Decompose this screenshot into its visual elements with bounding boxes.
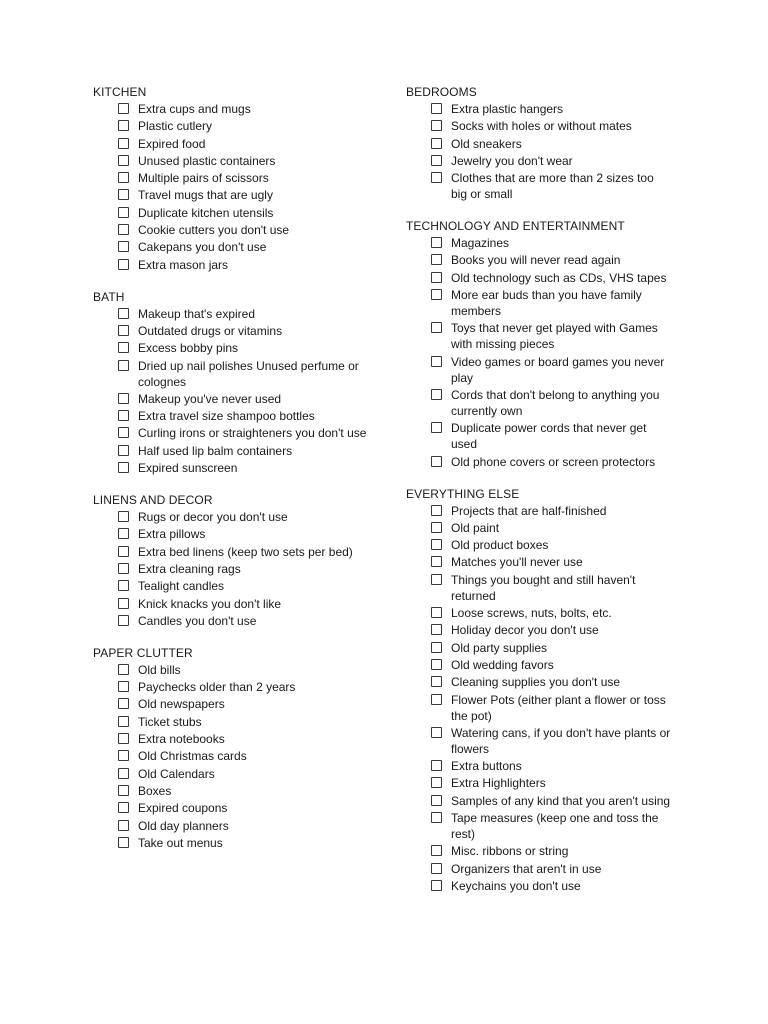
- checkbox[interactable]: [431, 727, 442, 738]
- checklist-item: [406, 154, 706, 169]
- checklist-item: [406, 171, 706, 202]
- checklist-item: [93, 836, 393, 851]
- checkbox[interactable]: [431, 607, 442, 618]
- checkbox[interactable]: [118, 768, 129, 779]
- checklist-item-label: Loose screws, nuts, bolts, etc.: [451, 606, 612, 621]
- checklist-item-label: Old paint: [451, 520, 500, 535]
- checklist-item: [93, 392, 393, 407]
- checkbox[interactable]: [431, 812, 442, 823]
- checklist-item: [406, 119, 706, 134]
- checklist-item-label: Old wedding favors: [451, 657, 554, 672]
- checklist-item-label: Extra Highlighters: [451, 776, 546, 791]
- checklist-item-label: Extra notebooks: [138, 732, 225, 747]
- checklist-item: [406, 555, 706, 570]
- checklist-item-label: Old technology such as CDs, VHS tapes: [451, 270, 667, 285]
- checkbox[interactable]: [118, 615, 129, 626]
- section-paper-clutter: [93, 646, 393, 851]
- checklist-item-label: Extra buttons: [451, 759, 522, 774]
- checklist-item: [93, 359, 393, 390]
- checklist-item: [406, 759, 706, 774]
- checklist-item-label: Old product boxes: [451, 538, 549, 553]
- checklist-item-label: Rugs or decor you don't use: [138, 510, 288, 525]
- checklist-item: [93, 171, 393, 186]
- checklist-item: [93, 206, 393, 221]
- checkbox[interactable]: [118, 580, 129, 591]
- section-title: TECHNOLOGY AND ENTERTAINMENT: [406, 219, 625, 234]
- checklist-item: [406, 253, 706, 268]
- checklist-item-label: Duplicate kitchen utensils: [138, 205, 274, 220]
- section-title: KITCHEN: [93, 85, 147, 99]
- checklist-item: [406, 811, 706, 842]
- checkbox[interactable]: [431, 863, 442, 874]
- checkbox[interactable]: [431, 659, 442, 670]
- checklist: [406, 102, 706, 202]
- checklist-item: [93, 240, 393, 255]
- checklist-item-label: Paychecks older than 2 years: [138, 680, 296, 695]
- checklist-item: [406, 355, 706, 386]
- checklist-item-label: Cords that don't belong to anything you currently own: [451, 387, 660, 418]
- checkbox[interactable]: [118, 698, 129, 709]
- checkbox[interactable]: [431, 456, 442, 467]
- checklist-item-label: Misc. ribbons or string: [451, 844, 569, 859]
- section-bedrooms: [406, 85, 706, 202]
- checkbox[interactable]: [118, 681, 129, 692]
- checkbox[interactable]: [118, 820, 129, 831]
- checkbox[interactable]: [118, 138, 129, 149]
- checklist-item: [93, 614, 393, 629]
- section-linens-and-decor: [93, 493, 393, 629]
- checkbox[interactable]: [431, 522, 442, 533]
- section-title: BEDROOMS: [406, 85, 477, 99]
- checklist-item-label: Clothes that are more than 2 sizes too big or small: [451, 171, 654, 202]
- checklist-item: [406, 794, 706, 809]
- checklist-item-label: Duplicate power cords that never get used: [451, 421, 647, 452]
- checklist-item-label: Old phone covers or screen protectors: [451, 454, 656, 469]
- checklist-item: [93, 819, 393, 834]
- checklist-item-label: Old Christmas cards: [138, 749, 247, 764]
- checklist-item: [93, 663, 393, 678]
- checklist-item-label: Unused plastic containers: [138, 153, 276, 168]
- section-title: EVERYTHING ELSE: [406, 486, 520, 501]
- section-title: BATH: [93, 289, 125, 304]
- checkbox[interactable]: [118, 241, 129, 252]
- checkbox[interactable]: [118, 546, 129, 557]
- checkbox[interactable]: [431, 120, 442, 131]
- checkbox[interactable]: [118, 393, 129, 404]
- checklist-item: [406, 271, 706, 286]
- checklist-item-label: Watering cans, if you don't have plants or flowers: [451, 725, 671, 756]
- checkbox[interactable]: [118, 103, 129, 114]
- checklist-item-label: Curling irons or straighteners you don't use: [138, 426, 367, 441]
- section-title: PAPER CLUTTER: [93, 645, 193, 660]
- checkbox[interactable]: [431, 642, 442, 653]
- checklist-item: [406, 455, 706, 470]
- checklist-item: [93, 258, 393, 273]
- checklist-item: [93, 579, 393, 594]
- checkbox[interactable]: [118, 716, 129, 727]
- checklist-item: [93, 597, 393, 612]
- checklist-item: [406, 606, 706, 621]
- section-kitchen: [93, 85, 393, 273]
- checklist-item: [93, 409, 393, 424]
- checkbox[interactable]: [431, 574, 442, 585]
- checkbox[interactable]: [118, 342, 129, 353]
- checkbox[interactable]: [431, 237, 442, 248]
- checklist: [406, 236, 706, 469]
- checkbox[interactable]: [118, 750, 129, 761]
- checkbox[interactable]: [118, 511, 129, 522]
- checklist-item: [93, 154, 393, 169]
- checkbox[interactable]: [431, 845, 442, 856]
- checklist-item: [93, 562, 393, 577]
- checkbox[interactable]: [431, 103, 442, 114]
- checklist-item-label: Flower Pots (either plant a flower or toss the pot): [451, 692, 666, 723]
- checklist-item-label: Video games or board games you never play: [451, 354, 665, 385]
- checklist-item-label: Cookie cutters you don't use: [138, 223, 290, 238]
- checkbox[interactable]: [431, 254, 442, 265]
- checkbox[interactable]: [118, 733, 129, 744]
- checklist-item-label: Excess bobby pins: [138, 341, 239, 356]
- checkbox[interactable]: [118, 427, 129, 438]
- checkbox[interactable]: [118, 172, 129, 183]
- checklist-item: [93, 545, 393, 560]
- checklist-item: [406, 388, 706, 419]
- checklist-item-label: Tape measures (keep one and toss the rest): [451, 811, 659, 842]
- checklist-item-label: Extra plastic hangers: [451, 102, 564, 116]
- checklist-item: [406, 844, 706, 859]
- checkbox[interactable]: [118, 785, 129, 796]
- checkbox[interactable]: [431, 138, 442, 149]
- checklist-item-label: Half used lip balm containers: [138, 443, 293, 458]
- checklist-item-label: Magazines: [451, 236, 510, 251]
- checklist-item: [406, 675, 706, 690]
- checkbox[interactable]: [431, 676, 442, 687]
- checklist-item: [93, 102, 393, 117]
- checkbox[interactable]: [118, 598, 129, 609]
- checklist-item-label: Old bills: [138, 662, 181, 677]
- checklist-item-label: Holiday decor you don't use: [451, 623, 599, 638]
- checkbox[interactable]: [118, 802, 129, 813]
- checklist-item-label: Extra cups and mugs: [138, 102, 251, 116]
- checklist: [93, 663, 393, 851]
- checklist: [93, 307, 393, 476]
- checklist-item-label: Socks with holes or without mates: [451, 119, 632, 134]
- section-technology-and-entertainment: [406, 219, 706, 469]
- checkbox[interactable]: [118, 410, 129, 421]
- checklist-item: [406, 288, 706, 319]
- checkbox[interactable]: [118, 360, 129, 371]
- checklist-item-label: Keychains you don't use: [451, 878, 581, 893]
- checkbox[interactable]: [118, 325, 129, 336]
- checklist-item: [406, 538, 706, 553]
- checklist-item-label: Take out menus: [138, 835, 223, 850]
- checklist-item-label: Samples of any kind that you aren't using: [451, 793, 671, 808]
- checklist-item-label: Extra bed linens (keep two sets per bed): [138, 544, 353, 559]
- checkbox[interactable]: [431, 556, 442, 567]
- checkbox[interactable]: [118, 189, 129, 200]
- checklist-item: [93, 749, 393, 764]
- checklist-item-label: Multiple pairs of scissors: [138, 171, 269, 186]
- checklist-item: [406, 421, 706, 452]
- checklist-item: [93, 461, 393, 476]
- checkbox[interactable]: [118, 445, 129, 456]
- checkbox[interactable]: [431, 272, 442, 283]
- checklist-item-label: Matches you'll never use: [451, 555, 583, 570]
- checklist-item-label: Old day planners: [138, 818, 229, 833]
- checklist-item: [406, 321, 706, 352]
- checklist-item-label: More ear buds than you have family members: [451, 288, 642, 319]
- checklist-item: [93, 801, 393, 816]
- checkbox[interactable]: [118, 259, 129, 270]
- checkbox[interactable]: [431, 539, 442, 550]
- checklist-item-label: Extra pillows: [138, 527, 206, 542]
- checklist-item-label: Extra mason jars: [138, 257, 229, 272]
- checklist-item: [406, 658, 706, 673]
- left-column: [93, 85, 393, 868]
- checkbox[interactable]: [431, 880, 442, 891]
- checklist-item: [93, 527, 393, 542]
- checkbox[interactable]: [118, 207, 129, 218]
- checklist-item: [93, 680, 393, 695]
- checklist-item-label: Expired food: [138, 136, 206, 151]
- checklist-item-label: Toys that never get played with Games with missing pieces: [451, 321, 658, 352]
- checklist-item: [93, 767, 393, 782]
- checklist-item-label: Old Calendars: [138, 766, 215, 781]
- checklist-item-label: Outdated drugs or vitamins: [138, 323, 283, 338]
- checklist-item-label: Cleaning supplies you don't use: [451, 675, 621, 690]
- checklist-item-label: Candles you don't use: [138, 613, 257, 628]
- section-everything-else: [406, 487, 706, 894]
- checklist-item: [93, 307, 393, 322]
- checklist-item-label: Books you will never read again: [451, 253, 621, 268]
- checkbox[interactable]: [118, 155, 129, 166]
- checklist-item-label: Cakepans you don't use: [138, 240, 267, 255]
- checklist-item-label: Boxes: [138, 783, 172, 798]
- checkbox[interactable]: [431, 172, 442, 183]
- checklist-item: [406, 236, 706, 251]
- checkbox[interactable]: [431, 795, 442, 806]
- checkbox[interactable]: [118, 224, 129, 235]
- checklist-item-label: Organizers that aren't in use: [451, 861, 602, 876]
- checkbox[interactable]: [431, 422, 442, 433]
- checklist-item-label: Knick knacks you don't like: [138, 596, 282, 611]
- checkbox[interactable]: [431, 760, 442, 771]
- checklist-item: [93, 188, 393, 203]
- checklist-item: [93, 444, 393, 459]
- checkbox[interactable]: [118, 563, 129, 574]
- checkbox[interactable]: [431, 694, 442, 705]
- checklist-item: [406, 641, 706, 656]
- checkbox[interactable]: [431, 389, 442, 400]
- checklist-item-label: Dried up nail polishes Unused perfume or colognes: [138, 358, 359, 389]
- checklist-item: [93, 784, 393, 799]
- checkbox[interactable]: [431, 289, 442, 300]
- checkbox[interactable]: [431, 505, 442, 516]
- checklist-item-label: Plastic cutlery: [138, 119, 213, 134]
- checkbox[interactable]: [118, 528, 129, 539]
- checklist-item: [93, 341, 393, 356]
- checkbox[interactable]: [118, 308, 129, 319]
- checkbox[interactable]: [118, 664, 129, 675]
- checklist-item-label: Travel mugs that are ugly: [138, 188, 273, 203]
- section-bath: [93, 290, 393, 476]
- checklist-item-label: Expired coupons: [138, 801, 228, 816]
- checklist-item: [406, 573, 706, 604]
- checklist-item-label: Makeup that's expired: [138, 306, 256, 321]
- checklist-item: [406, 521, 706, 536]
- checklist-item: [93, 510, 393, 525]
- checklist-item: [406, 623, 706, 638]
- checklist-item-label: Jewelry you don't wear: [451, 153, 573, 168]
- right-column: [406, 85, 706, 911]
- checklist-item: [93, 732, 393, 747]
- checkbox[interactable]: [118, 462, 129, 473]
- checklist-item: [93, 137, 393, 152]
- checklist-item: [406, 504, 706, 519]
- checklist-item: [406, 102, 706, 117]
- checkbox[interactable]: [431, 624, 442, 635]
- checkbox[interactable]: [431, 356, 442, 367]
- checklist-item-label: Old newspapers: [138, 697, 225, 712]
- checklist: [93, 510, 393, 629]
- checklist-item-label: Tealight candles: [138, 579, 225, 594]
- checklist-item: [406, 137, 706, 152]
- checklist-item-label: Extra travel size shampoo bottles: [138, 409, 315, 424]
- checklist-item: [93, 223, 393, 238]
- checklist-item: [406, 879, 706, 894]
- checklist-item: [93, 715, 393, 730]
- checkbox[interactable]: [118, 120, 129, 131]
- checklist-item: [93, 324, 393, 339]
- checklist-item: [406, 776, 706, 791]
- checklist-item: [406, 693, 706, 724]
- checklist-item-label: Extra cleaning rags: [138, 561, 241, 576]
- checklist-item-label: Projects that are half-finished: [451, 503, 607, 518]
- section-title: LINENS AND DECOR: [93, 493, 213, 508]
- checklist-item-label: Expired sunscreen: [138, 461, 238, 476]
- checklist-item-label: Things you bought and still haven't returned: [451, 572, 636, 603]
- checklist-item: [406, 862, 706, 877]
- checklist-item: [93, 119, 393, 134]
- checklist-item-label: Old party supplies: [451, 640, 548, 655]
- checkbox[interactable]: [118, 837, 129, 848]
- checklist-item-label: Old sneakers: [451, 136, 522, 151]
- checklist: [93, 102, 393, 273]
- checkbox[interactable]: [431, 322, 442, 333]
- checklist-item: [93, 697, 393, 712]
- checklist-item: [93, 426, 393, 441]
- checkbox[interactable]: [431, 777, 442, 788]
- checklist-item: [406, 726, 706, 757]
- checklist-item-label: Ticket stubs: [138, 714, 202, 729]
- checklist-item-label: Makeup you've never used: [138, 391, 282, 406]
- checkbox[interactable]: [431, 155, 442, 166]
- checklist: [406, 504, 706, 894]
